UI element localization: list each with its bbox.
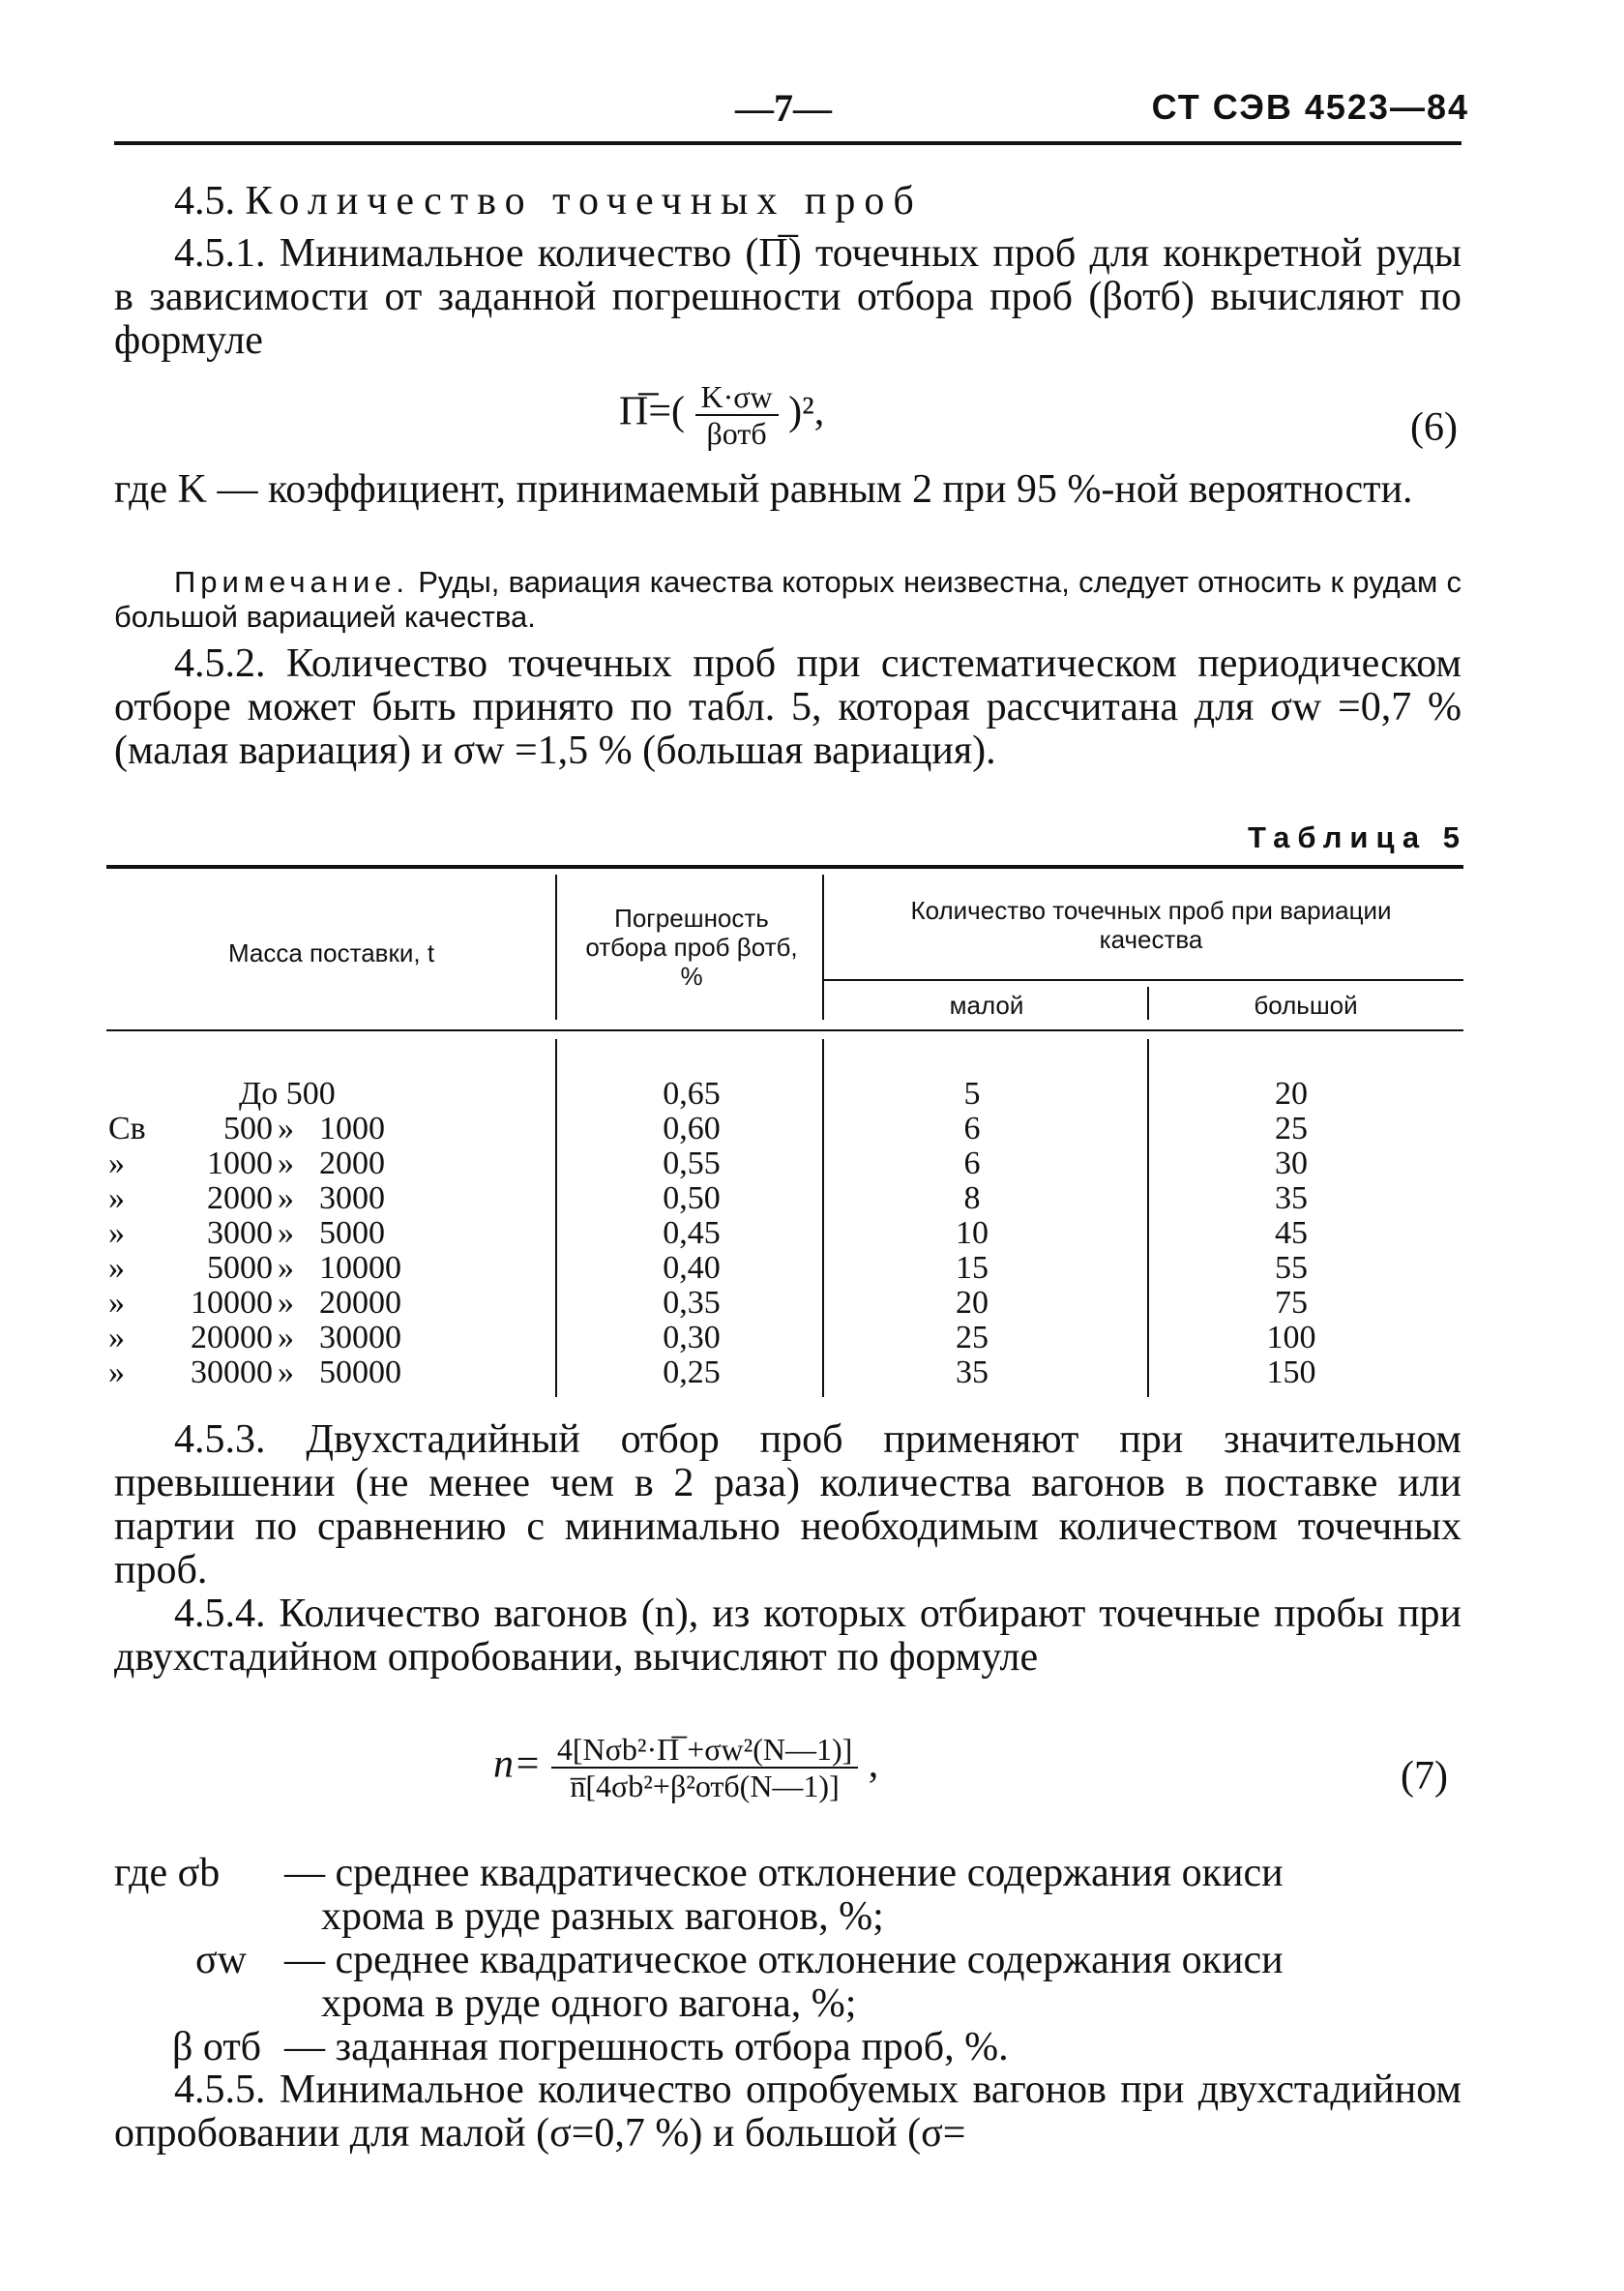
section-number: 4.5. bbox=[174, 179, 235, 223]
mass-separator: » bbox=[278, 1320, 294, 1355]
col-header-low: малой bbox=[949, 991, 1024, 1020]
table-row-mass bbox=[108, 1286, 447, 1321]
table-row-mass bbox=[108, 1077, 447, 1112]
mass-to: 2000 bbox=[319, 1146, 385, 1181]
paragraph-4-5-3: 4.5.3. Двухстадийный отбор проб применяют при значительном превышении (не менее чем в 2 раза) количества вагонов в поставке или партии по сравнению с минимально необходимым количеством точечных проб. bbox=[114, 1417, 1462, 1592]
formula-6-number: (6) bbox=[1410, 405, 1458, 450]
definition-term: σw bbox=[195, 1938, 247, 1982]
error-cell: 0,30 bbox=[663, 1320, 721, 1355]
mass-from: 2000 bbox=[207, 1180, 273, 1216]
mass-separator: » bbox=[278, 1285, 294, 1321]
high-variation-column bbox=[1219, 1077, 1364, 1390]
table-row-mass bbox=[108, 1181, 447, 1216]
mass-to: 1000 bbox=[319, 1111, 385, 1146]
formula-6-fraction bbox=[695, 379, 779, 451]
mass-separator: » bbox=[278, 1215, 294, 1251]
mass-prefix: » bbox=[108, 1285, 125, 1321]
mass-separator: » bbox=[278, 1146, 294, 1181]
mass-separator: » bbox=[278, 1250, 294, 1286]
error-cell: 0,45 bbox=[663, 1215, 721, 1251]
error-cell: 0,25 bbox=[663, 1354, 721, 1390]
definition-term: β отб bbox=[172, 2025, 262, 2069]
mass-to: 30000 bbox=[319, 1320, 401, 1355]
mass-prefix: » bbox=[108, 1180, 125, 1216]
mass-from: 30000 bbox=[191, 1354, 273, 1390]
mass-column bbox=[108, 1077, 447, 1390]
high-cell: 30 bbox=[1275, 1146, 1308, 1181]
mass-separator: » bbox=[278, 1180, 294, 1216]
formula-7-lhs: n= bbox=[493, 1741, 542, 1787]
col-header-count: Количество точечных проб при вариации качества bbox=[910, 896, 1392, 954]
high-cell: 35 bbox=[1275, 1180, 1308, 1216]
paragraph-4-5-2: 4.5.2. Количество точечных проб при систематическом периодическом отборе может быть принято по табл. 5, которая рассчитана для σw =0,7 % (малая вариация) и σw =1,5 % (большая вариация). bbox=[114, 641, 1462, 773]
definition-row bbox=[114, 1895, 1462, 1939]
mass-prefix: » bbox=[108, 1146, 125, 1181]
col-header-error: Погрешность отбора проб βотб, % bbox=[585, 904, 798, 991]
mass-to: 50000 bbox=[319, 1354, 401, 1390]
mass-prefix: » bbox=[108, 1250, 125, 1286]
formula-6-lhs: П̅=( bbox=[619, 389, 686, 434]
table-header-rule bbox=[106, 1029, 1463, 1031]
standard-designation: СТ СЭВ 4523—84 bbox=[1151, 87, 1469, 127]
formula-7-definitions bbox=[114, 1852, 1462, 2069]
low-variation-column bbox=[900, 1077, 1045, 1390]
formula-7-number: (7) bbox=[1401, 1754, 1448, 1799]
table-row-mass bbox=[108, 1112, 447, 1146]
high-cell: 75 bbox=[1275, 1285, 1308, 1321]
error-cell: 0,35 bbox=[663, 1285, 721, 1321]
low-cell: 20 bbox=[956, 1285, 989, 1321]
note bbox=[114, 565, 1462, 635]
table-caption: Таблица 5 bbox=[1247, 820, 1467, 854]
error-cell: 0,65 bbox=[663, 1076, 721, 1112]
low-cell: 35 bbox=[956, 1354, 989, 1390]
paragraph-4-5-4: 4.5.4. Количество вагонов (n), из которых отбирают точечные пробы при двухстадийном опробовании, вычисляют по формуле bbox=[114, 1592, 1462, 1680]
mass-from: 5000 bbox=[207, 1250, 273, 1286]
formula-6-numerator: K·σw bbox=[695, 379, 779, 416]
formula-6-denominator: βотб bbox=[706, 416, 767, 451]
table-body-vrule-2 bbox=[822, 1039, 824, 1397]
table-top-rule bbox=[106, 865, 1463, 869]
mass-separator: » bbox=[278, 1354, 294, 1390]
mass-from: 20000 bbox=[191, 1320, 273, 1355]
table-row-mass bbox=[108, 1355, 447, 1390]
note-text: Руды, вариация качества которых неизвестна, следует относить к рудам с большой вариацией качества. bbox=[114, 565, 1462, 634]
mass-to: 20000 bbox=[319, 1285, 401, 1321]
low-cell: 10 bbox=[956, 1215, 989, 1251]
definition-row bbox=[114, 1982, 1462, 2026]
formula-6-explanation bbox=[114, 468, 1462, 512]
high-cell: 25 bbox=[1275, 1111, 1308, 1146]
table-body-vrule-1 bbox=[555, 1039, 557, 1397]
low-cell: 5 bbox=[963, 1076, 981, 1112]
mass-to: 3000 bbox=[319, 1180, 385, 1216]
table-body-vrule-3 bbox=[1147, 1039, 1149, 1397]
mass-prefix: » bbox=[108, 1215, 125, 1251]
formula-7-numerator: 4[Nσb²·П̅ +σw²(N—1)] bbox=[551, 1732, 858, 1769]
mass-from: 500 bbox=[223, 1111, 273, 1146]
low-cell: 6 bbox=[963, 1111, 981, 1146]
mass-from: До 500 bbox=[239, 1076, 336, 1112]
table-row-mass bbox=[108, 1216, 447, 1251]
error-cell: 0,50 bbox=[663, 1180, 721, 1216]
high-cell: 150 bbox=[1266, 1354, 1316, 1390]
col-header-high: большой bbox=[1254, 991, 1358, 1020]
table-row-mass bbox=[108, 1146, 447, 1181]
high-cell: 100 bbox=[1266, 1320, 1316, 1355]
mass-from: 10000 bbox=[191, 1285, 273, 1321]
mass-to: 5000 bbox=[319, 1215, 385, 1251]
definition-text: хрома в руде разных вагонов, %; bbox=[321, 1894, 884, 1939]
table-vrule-3 bbox=[1147, 987, 1149, 1020]
table-subheader-rule bbox=[824, 979, 1463, 981]
formula-7-denominator: n̅[4σb²+β²отб(N—1)] bbox=[570, 1769, 840, 1803]
high-cell: 20 bbox=[1275, 1076, 1308, 1112]
mass-to: 10000 bbox=[319, 1250, 401, 1286]
definition-text: — среднее квадратическое отклонение содержания окиси bbox=[284, 1938, 1284, 1982]
formula-7-rhs: , bbox=[868, 1741, 879, 1787]
col-header-mass: Масса поставки, t bbox=[227, 938, 435, 967]
note-label: Примечание. bbox=[174, 565, 410, 599]
low-cell: 6 bbox=[963, 1146, 981, 1181]
definition-text: — среднее квадратическое отклонение содержания окиси bbox=[284, 1851, 1284, 1895]
error-cell: 0,55 bbox=[663, 1146, 721, 1181]
low-cell: 25 bbox=[956, 1320, 989, 1355]
paragraph-4-5-1: 4.5.1. Минимальное количество (П̅) точечных проб для конкретной руды в зависимости от заданной погрешности отбора проб (βотб) вычисляют по формуле bbox=[114, 231, 1462, 363]
section-title: Количество точечных проб bbox=[245, 179, 923, 223]
high-cell: 45 bbox=[1275, 1215, 1308, 1251]
formula-6 bbox=[619, 379, 824, 451]
table-row-mass bbox=[108, 1251, 447, 1286]
mass-from: 3000 bbox=[207, 1215, 273, 1251]
table-vrule-1 bbox=[555, 875, 557, 1020]
table-vrule-2 bbox=[822, 875, 824, 1020]
definition-text: — заданная погрешность отбора проб, %. bbox=[284, 2025, 1009, 2069]
header-rule bbox=[114, 141, 1462, 145]
error-column bbox=[600, 1077, 783, 1390]
definition-term: где σb bbox=[114, 1851, 221, 1895]
error-cell: 0,60 bbox=[663, 1111, 721, 1146]
mass-from: 1000 bbox=[207, 1146, 273, 1181]
table-row-mass bbox=[108, 1321, 447, 1355]
error-cell: 0,40 bbox=[663, 1250, 721, 1286]
mass-separator: » bbox=[278, 1111, 294, 1146]
low-cell: 15 bbox=[956, 1250, 989, 1286]
formula-7-fraction bbox=[551, 1732, 858, 1803]
formula-6-rhs: )², bbox=[788, 389, 825, 434]
formula-6-where: где K — коэффициент, принимаемый равным 2 при 95 %-ной вероятности. bbox=[114, 467, 1413, 512]
mass-prefix: Св bbox=[108, 1111, 146, 1146]
paragraph-4-5-5: 4.5.5. Минимальное количество опробуемых вагонов при двухстадийном опробовании для малой (σ=0,7 %) и большой (σ= bbox=[114, 2068, 1462, 2156]
page-number: —7— bbox=[735, 86, 832, 130]
mass-prefix: » bbox=[108, 1320, 125, 1355]
low-cell: 8 bbox=[963, 1180, 981, 1216]
definition-text: хрома в руде одного вагона, %; bbox=[321, 1981, 857, 2026]
definition-row bbox=[114, 2026, 1462, 2069]
definition-row bbox=[114, 1852, 1462, 1895]
section-heading bbox=[114, 180, 1462, 223]
formula-7 bbox=[493, 1732, 878, 1803]
definition-row bbox=[114, 1939, 1462, 1982]
mass-prefix: » bbox=[108, 1354, 125, 1390]
high-cell: 55 bbox=[1275, 1250, 1308, 1286]
